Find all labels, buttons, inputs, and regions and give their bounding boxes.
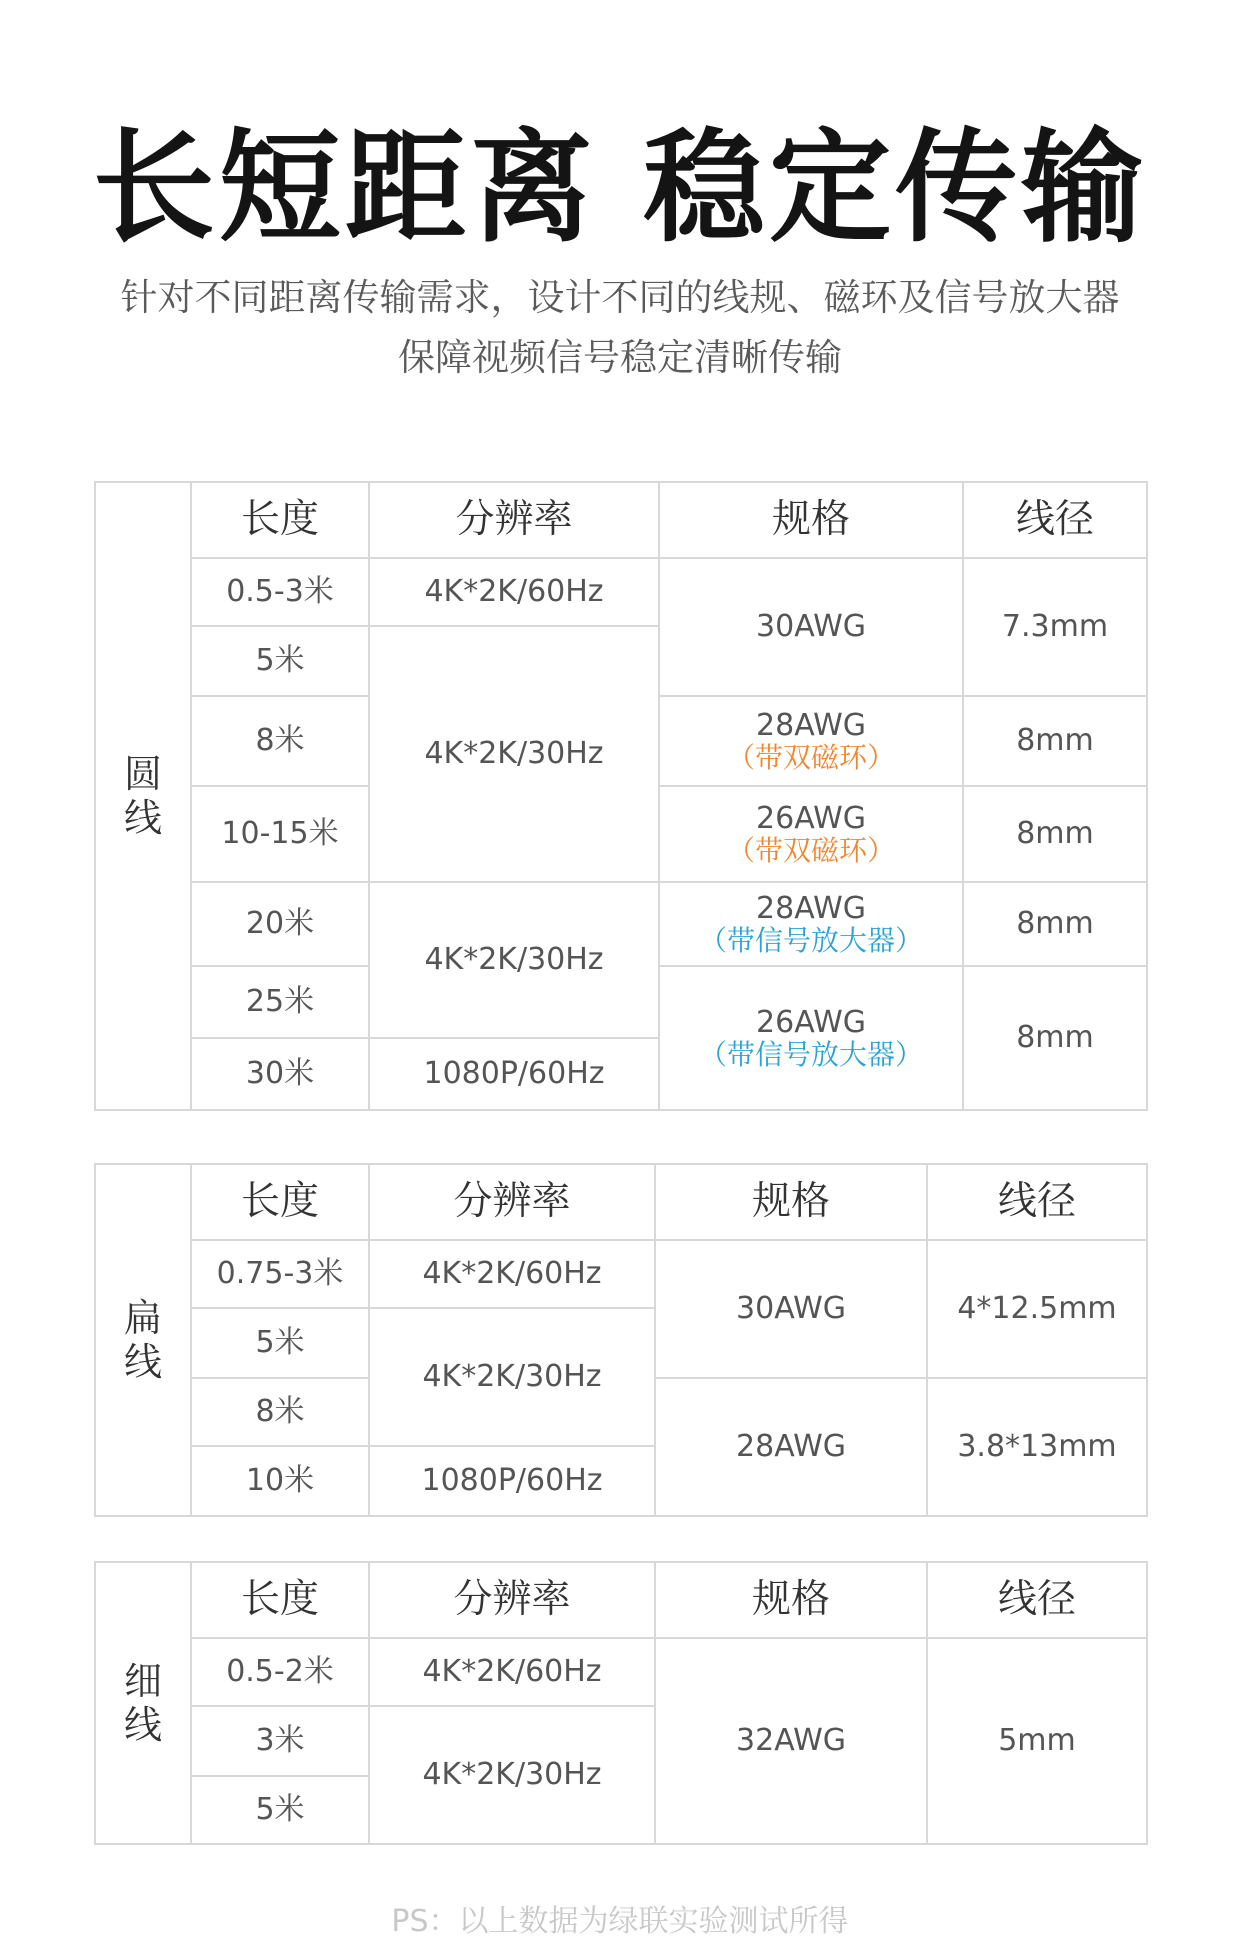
length-cell: 0.75-3米 — [191, 1240, 369, 1308]
gauge-cell: 30AWG — [655, 1240, 927, 1378]
gauge-awg: 26AWG — [756, 801, 866, 836]
gauge-note: （带信号放大器） — [698, 1038, 923, 1071]
page-title: 长短距离 稳定传输 — [92, 117, 1148, 259]
header-resolution: 分辨率 — [369, 1562, 655, 1638]
resolution-cell: 4K*2K/60Hz — [369, 1240, 655, 1308]
header-length: 长度 — [191, 482, 369, 558]
diameter-cell: 4*12.5mm — [927, 1240, 1147, 1378]
length-cell: 5米 — [191, 1308, 369, 1378]
resolution-cell: 4K*2K/60Hz — [369, 1638, 655, 1706]
length-cell: 20米 — [191, 882, 369, 966]
length-cell: 10米 — [191, 1446, 369, 1516]
gauge-cell: 32AWG — [655, 1638, 927, 1844]
diameter-cell: 8mm — [963, 966, 1147, 1110]
subtitle-line-2: 保障视频信号稳定清晰传输 — [398, 336, 842, 379]
gauge-note: （带信号放大器） — [698, 924, 923, 957]
length-cell: 5米 — [191, 626, 369, 696]
gauge-cell — [659, 786, 963, 882]
resolution-cell: 4K*2K/30Hz — [369, 1706, 655, 1844]
resolution-cell: 4K*2K/30Hz — [369, 1308, 655, 1446]
diameter-cell: 8mm — [963, 696, 1147, 786]
gauge-note: （带双磁环） — [726, 741, 895, 774]
gauge-cell — [659, 882, 963, 966]
length-cell: 3米 — [191, 1706, 369, 1776]
gauge-awg: 28AWG — [756, 891, 866, 926]
category-round: 圆 线 — [95, 482, 191, 1110]
length-cell: 10-15米 — [191, 786, 369, 882]
footer-note: PS：以上数据为绿联实验测试所得 — [391, 1904, 849, 1939]
length-cell: 0.5-3米 — [191, 558, 369, 626]
gauge-note: （带双磁环） — [726, 834, 895, 867]
diameter-cell: 5mm — [927, 1638, 1147, 1844]
round-cable-table — [94, 481, 1148, 1111]
resolution-cell: 4K*2K/30Hz — [369, 882, 659, 1038]
thin-cable-table — [94, 1561, 1148, 1845]
length-cell: 8米 — [191, 1378, 369, 1446]
header-resolution: 分辨率 — [369, 482, 659, 558]
header-gauge: 规格 — [659, 482, 963, 558]
length-cell: 25米 — [191, 966, 369, 1038]
gauge-cell — [659, 696, 963, 786]
resolution-cell: 4K*2K/60Hz — [369, 558, 659, 626]
length-cell: 8米 — [191, 696, 369, 786]
header-length: 长度 — [191, 1562, 369, 1638]
gauge-awg: 28AWG — [756, 708, 866, 743]
category-flat: 扁 线 — [95, 1164, 191, 1516]
header-gauge: 规格 — [655, 1562, 927, 1638]
category-thin: 细 线 — [95, 1562, 191, 1844]
gauge-cell: 30AWG — [659, 558, 963, 696]
gauge-cell — [659, 966, 963, 1110]
header-gauge: 规格 — [655, 1164, 927, 1240]
diameter-cell: 8mm — [963, 786, 1147, 882]
flat-cable-table — [94, 1163, 1148, 1517]
header-diameter: 线径 — [927, 1164, 1147, 1240]
header-diameter: 线径 — [963, 482, 1147, 558]
diameter-cell: 8mm — [963, 882, 1147, 966]
length-cell: 0.5-2米 — [191, 1638, 369, 1706]
subtitle-line-1: 针对不同距离传输需求，设计不同的线规、磁环及信号放大器 — [120, 276, 1120, 319]
diameter-cell: 3.8*13mm — [927, 1378, 1147, 1516]
resolution-cell: 1080P/60Hz — [369, 1038, 659, 1110]
header-resolution: 分辨率 — [369, 1164, 655, 1240]
length-cell: 30米 — [191, 1038, 369, 1110]
gauge-cell: 28AWG — [655, 1378, 927, 1516]
header-diameter: 线径 — [927, 1562, 1147, 1638]
length-cell: 5米 — [191, 1776, 369, 1844]
diameter-cell: 7.3mm — [963, 558, 1147, 696]
gauge-awg: 26AWG — [756, 1005, 866, 1040]
resolution-cell: 4K*2K/30Hz — [369, 626, 659, 882]
header-length: 长度 — [191, 1164, 369, 1240]
resolution-cell: 1080P/60Hz — [369, 1446, 655, 1516]
